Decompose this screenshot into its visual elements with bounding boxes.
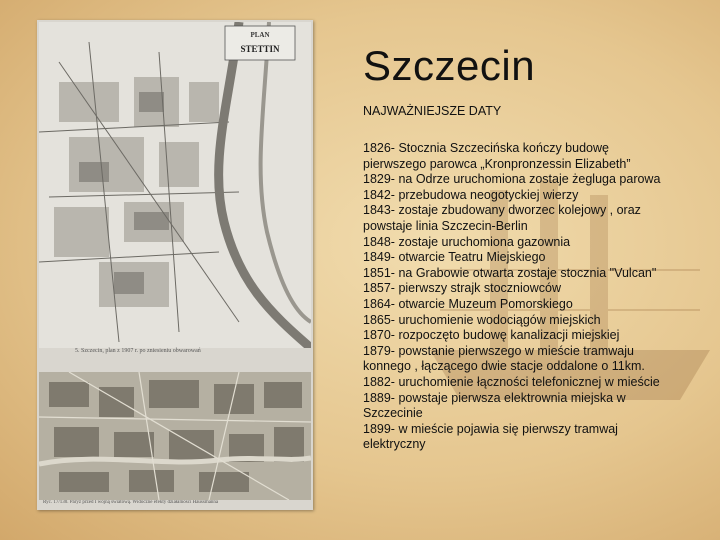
event-1826: 1826- Stocznia Szczecińska kończy budowę pierwszego parowca „Kronpronzessin Elizabeth”: [363, 141, 631, 171]
event-1857: 1857- pierwszy strajk stoczniowców: [363, 281, 561, 296]
event-1829: 1829- na Odrze uruchomiona zostaje żegluga parowa: [363, 172, 661, 187]
historical-maps-photo: [37, 20, 313, 510]
event-1870: 1870- rozpoczęto budowę kanalizacji miejskiej: [363, 328, 620, 343]
event-1851: 1851- na Grabowie otwarta zostaje stocznia "Vulcan": [363, 265, 657, 280]
dates-list: [363, 141, 673, 453]
event-1849: 1849- otwarcie Teatru Miejskiego: [363, 250, 546, 265]
event-1843: 1843- zostaje zbudowany dworzec kolejowy , oraz powstaje linia Szczecin-Berlin: [363, 203, 641, 233]
event-1889: 1889- powstaje pierwsza elektrownia miejska w Szczecinie: [363, 390, 626, 421]
event-1848: 1848- zostaje uruchomiona gazownia: [363, 234, 571, 249]
map-caption-upper: 5. Szczecin, plan z 1907 r. po zniesieniu obwarowań: [75, 348, 201, 354]
map-title-plan: PLAN: [250, 31, 270, 39]
map-title-stettin: STETTIN: [240, 44, 280, 54]
slide-title: Szczecin: [363, 42, 536, 89]
event-1842: 1842- przebudowa neogotyckiej wierzy: [363, 187, 579, 202]
event-1864: 1864- otwarcie Muzeum Pomorskiego: [363, 296, 573, 311]
stettin-map-1907: [39, 22, 311, 348]
slide-subtitle: NAJWAŻNIEJSZE DATY: [363, 104, 502, 118]
paris-map: [39, 372, 311, 500]
event-1865: 1865- uruchomienie wodociągów miejskich: [363, 312, 601, 327]
event-1899: 1899- w mieście pojawia się pierwszy tramwaj elektryczny: [363, 421, 618, 452]
event-1879: 1879- powstanie pierwszego w mieście tramwaju konnego , łączącego dwie stacje oddalone o 11km.: [363, 343, 645, 374]
event-1882: 1882- uruchomienie łączności telefonicznej w mieście: [363, 374, 660, 389]
map-caption-lower: Ryc. 17/130. Paryż przed I wojną światową. Widoczne efekty działalności Haussmanna: [43, 500, 219, 505]
